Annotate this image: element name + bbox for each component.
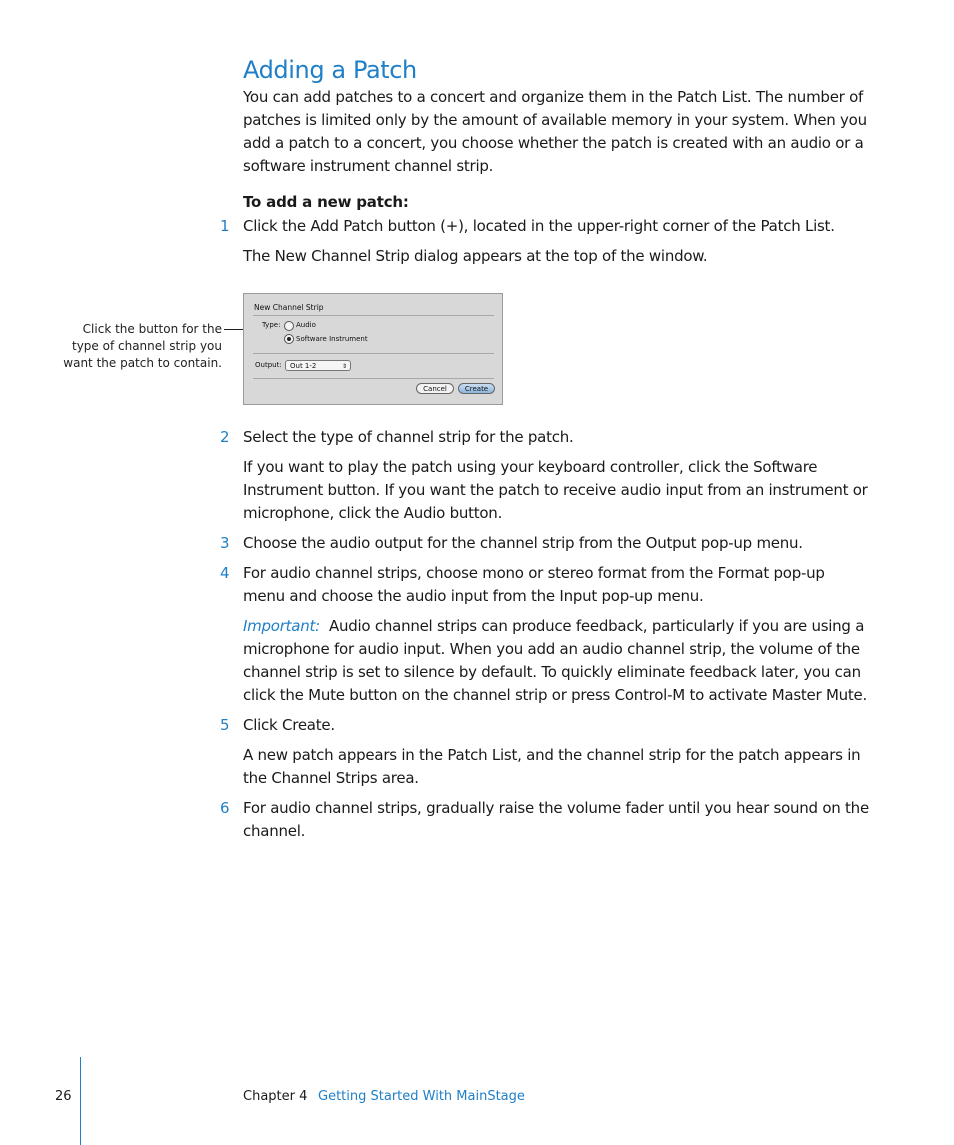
step-number-3: 3	[220, 534, 230, 552]
step-5-detail: A new patch appears in the Patch List, and the channel strip for the patch appears in the Channel Strips area.	[243, 746, 861, 787]
popup-arrows-icon: ⇕	[341, 363, 347, 370]
important-note	[243, 615, 871, 707]
output-popup-value: Out 1-2	[290, 362, 317, 370]
important-label: Important:	[243, 617, 320, 635]
step-1-text: Click the Add Patch button (+), located in the upper-right corner of the Patch List.	[243, 217, 835, 235]
step-number-1: 1	[220, 217, 230, 235]
step-1-detail: The New Channel Strip dialog appears at the top of the window.	[243, 247, 708, 265]
step-number-4: 4	[220, 564, 230, 582]
footer-chapter: Chapter 4	[243, 1089, 308, 1104]
footer-chapter-title: Getting Started With MainStage	[318, 1089, 525, 1104]
dialog-divider	[253, 315, 494, 316]
section-heading: Adding a Patch	[243, 56, 417, 84]
cancel-button[interactable]: Cancel	[416, 383, 454, 394]
software-instrument-radio[interactable]	[284, 334, 294, 344]
important-text: Audio channel strips can produce feedback, particularly if you are using a microphone for audio input. When you add an audio channel strip, the volume of the channel strip is set to silence by default. To quickly eliminate feedback later, you can click the Mute button on the channel strip or press Control-M to activate Master Mute.	[243, 617, 868, 704]
create-button[interactable]: Create	[458, 383, 495, 394]
new-channel-strip-dialog	[243, 293, 503, 405]
step-number-5: 5	[220, 716, 230, 734]
type-label: Type:	[262, 321, 281, 329]
dialog-divider	[253, 353, 494, 354]
step-2-detail: If you want to play the patch using your keyboard controller, click the Software Instrument button. If you want the patch to receive audio input from an instrument or microphone, click the Audio button.	[243, 458, 868, 522]
step-number-6: 6	[220, 799, 230, 817]
step-number-2: 2	[220, 428, 230, 446]
step-4-text: For audio channel strips, choose mono or stereo format from the Format pop-up menu and choose the audio input from the Input pop-up menu.	[243, 564, 825, 605]
audio-radio[interactable]	[284, 321, 294, 331]
step-5-text: Click Create.	[243, 716, 335, 734]
output-label: Output:	[255, 361, 282, 369]
dialog-title: New Channel Strip	[254, 303, 324, 312]
task-heading: To add a new patch:	[243, 193, 409, 211]
page-number: 26	[55, 1089, 72, 1104]
figure-callout: Click the button for the type of channel strip you want the patch to contain.	[63, 322, 222, 370]
audio-radio-label: Audio	[296, 321, 316, 329]
dialog-divider	[253, 378, 494, 379]
output-popup-menu[interactable]	[285, 360, 351, 371]
footer-rule	[80, 1057, 81, 1145]
step-6-text: For audio channel strips, gradually raise the volume fader until you hear sound on the channel.	[243, 799, 869, 840]
software-instrument-radio-label: Software Instrument	[296, 335, 368, 343]
step-2-text: Select the type of channel strip for the patch.	[243, 428, 574, 446]
intro-paragraph: You can add patches to a concert and organize them in the Patch List. The number of patches is limited only by the amount of available memory in your system. When you add a patch to a concert, you choose whether the patch is created with an audio or a software instrument channel strip.	[243, 88, 867, 175]
step-3-text: Choose the audio output for the channel strip from the Output pop-up menu.	[243, 534, 803, 552]
